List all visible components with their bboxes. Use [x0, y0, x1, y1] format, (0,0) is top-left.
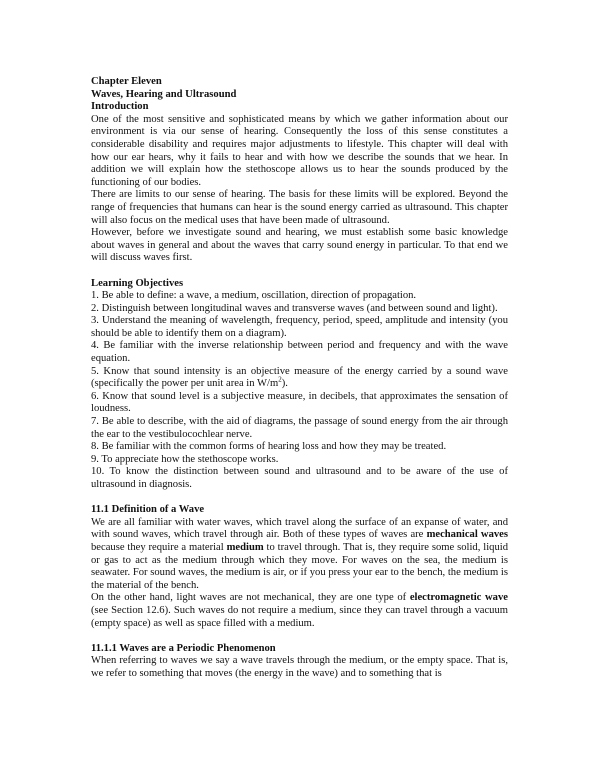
intro-paragraph-1: One of the most sensitive and sophisticated means by which we gather information about our environment is via our sense of hearing. Consequently the loss of this sense constitutes a considerable disability and requires major adjustments to lifestyle. This chapter will deal with how our ear hears, why it fails to hear and with how we describe the sounds that we hear. In addition we will explain how the stethoscope allows us to hear the sounds produced by the functioning of our bodies.	[91, 113, 508, 188]
chapter-title: Waves, Hearing and Ultrasound	[91, 88, 237, 100]
section-paragraph: On the other hand, light waves are not mechanical, they are one type of electromagnetic wave (see Section 12.6). Such waves do not require a medium, since they can travel through a vacuum (empty space) as well as space filled with a medium.	[91, 592, 508, 629]
objective-item: 1. Be able to define: a wave, a medium, oscillation, direction of propagation.	[91, 290, 417, 302]
objective-item: 2. Distinguish between longitudinal waves and transverse waves (and between sound and light).	[91, 302, 498, 314]
intro-heading: Introduction	[91, 101, 149, 113]
subsection-paragraph: When referring to waves we say a wave travels through the medium, or the empty space. That is, we refer to something that moves (the energy in the wave) and to something that is	[91, 655, 508, 679]
objective-item: 8. Be familiar with the common forms of hearing loss and how they may be treated.	[91, 441, 447, 453]
section-paragraph: We are all familiar with water waves, which travel along the surface of an expanse of water, and with sound waves, which travel through air. Both of these types of waves are mechanical waves because they require a material medium to travel through. That is, they require some solid, liquid or gas to act as the medium through which they move. For waves on the sea, the medium is seawater. For sound waves, the medium is air, or if you press your ear to the bench, the medium is the material of the bench.	[91, 516, 508, 591]
document-page	[91, 76, 508, 681]
objectives-heading: Learning Objectives	[91, 277, 184, 289]
objective-item: 4. Be familiar with the inverse relationship between period and frequency and with the wave equation.	[91, 340, 508, 365]
intro-paragraph-2: There are limits to our sense of hearing. The basis for these limits will be explored. Beyond the range of frequencies that humans can hear is the sound energy carried as ultrasound. This chapter will also focus on the medical uses that have been made of ultrasound.	[91, 189, 508, 226]
section-heading: 11.1 Definition of a Wave	[91, 504, 205, 516]
objective-item: 7. Be able to describe, with the aid of diagrams, the passage of sound energy from the air through the ear to the vestibulocochlear nerve.	[91, 416, 508, 440]
intro-paragraph-3: However, before we investigate sound and hearing, we must establish some basic knowledge about waves in general and about the waves that carry sound energy in particular. To that end we will discuss waves first.	[91, 227, 508, 264]
subsection-heading: 11.1.1 Waves are a Periodic Phenomenon	[91, 642, 276, 654]
objective-item: 6. Know that sound level is a subjective measure, in decibels, that approximates the sensation of loudness.	[91, 390, 508, 415]
objective-item: 10. To know the distinction between sound and ultrasound and to be aware of the use of ultrasound in diagnosis.	[91, 466, 508, 490]
objective-item: 5. Know that sound intensity is an objective measure of the energy carried by a sound wave (specifically the power per unit area in $W/m^2$).	[91, 365, 508, 390]
objective-item: 3. Understand the meaning of wavelength, frequency, period, speed, amplitude and intensity (you should be able to identify them on a diagram).	[91, 315, 508, 339]
objective-item: 9. To appreciate how the stethoscope works.	[91, 453, 279, 465]
chapter-label: Chapter Eleven	[91, 76, 162, 87]
